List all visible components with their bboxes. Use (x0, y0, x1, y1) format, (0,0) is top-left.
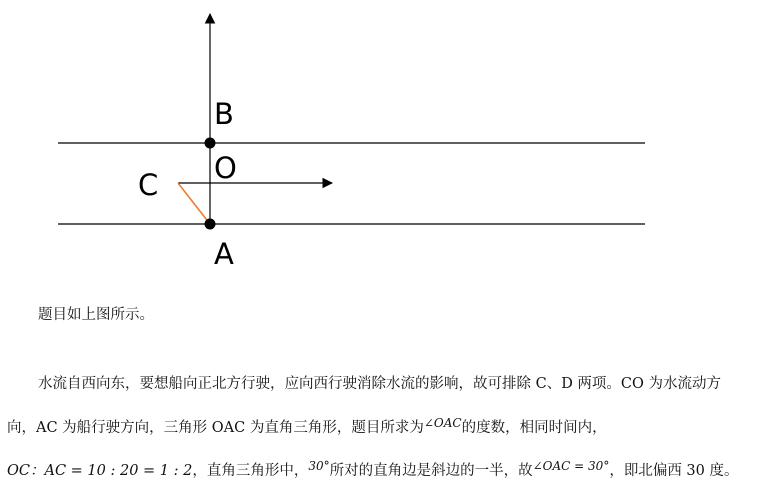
caption-text: 题目如上图所示。 (38, 307, 154, 323)
point-a (205, 219, 216, 230)
line3-text-a: ，直角三角形中， (192, 463, 309, 479)
label-a: A (214, 237, 234, 271)
explanation-line-3 (7, 461, 739, 481)
math-angle-oac: ∠OAC (423, 416, 462, 430)
math-30-degrees: 30° (308, 459, 330, 473)
line2-text-b: 的度数，相同时间内， (461, 420, 607, 436)
math-ratio: OC：AC = 10 : 20 = 1 : 2 (7, 463, 193, 479)
segment-ca (178, 183, 210, 224)
explanation-line-1: 水流自西向东，要想船向正北方行驶，应向西行驶消除水流的影响，故可排除 C、D 两项。CO 为水流动方 (38, 376, 722, 392)
line2-text-a: 向，AC 为船行驶方向，三角形 OAC 为直角三角形，题目所求为 (7, 420, 424, 436)
label-o: O (214, 151, 237, 185)
explanation-line-2 (7, 418, 607, 438)
line3-text-c: ，即北偏西 30 度。 (609, 463, 739, 479)
point-b (205, 138, 216, 149)
label-c: C (138, 168, 159, 202)
label-b: B (214, 97, 234, 131)
math-angle-result: ∠OAC = 30° (532, 459, 610, 473)
line3-text-b: 所对的直角边是斜边的一半，故 (329, 463, 533, 479)
